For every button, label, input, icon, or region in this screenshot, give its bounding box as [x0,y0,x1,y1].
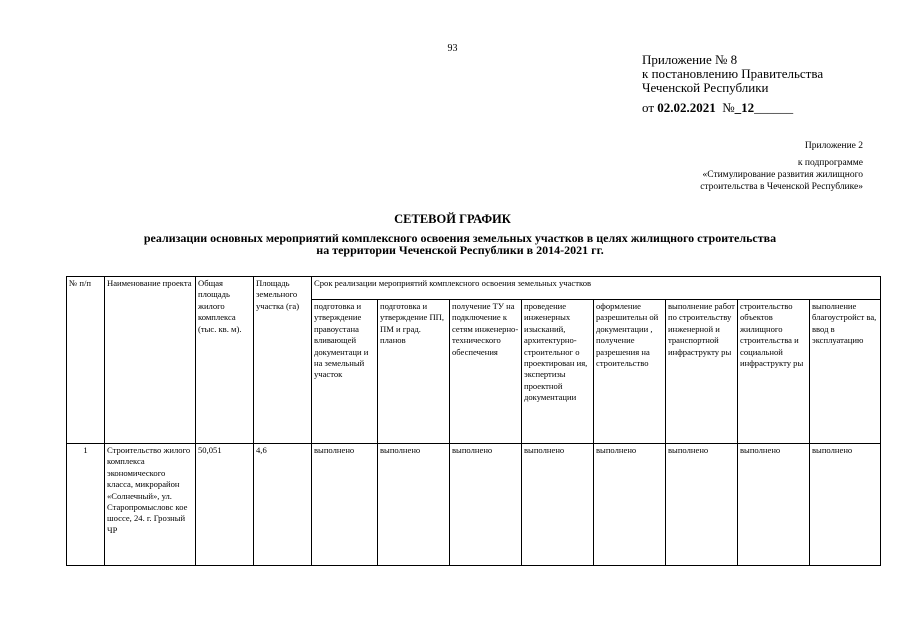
header-period: Срок реализации мероприятий комплексного освоения земельных участков [312,277,881,300]
row-status: выполнено [450,444,522,566]
appendix-2-line4: строительства в Чеченской Республике» [700,182,863,192]
appendix-8-block [642,53,823,115]
decree-date: 02.02.2021 [657,100,716,115]
row-num: 1 [67,444,105,566]
number-prefix: № [722,100,735,115]
subtitle-line-1: реализации основных мероприятий комплексного освоения земельных участков в целях жилищного строительства [143,231,777,245]
decree-number: 12 [741,100,755,115]
decree-number-underline: ______ [754,100,794,115]
row-status: выполнено [738,444,810,566]
appendix-8-line2: к постановлению Правительства [642,66,824,81]
document-subtitle [30,232,890,256]
row-status: выполнено [666,444,738,566]
header-num: № п/п [67,277,105,444]
subheader-cell: оформление разрешительн ой документации , получение разрешения на строительство [594,300,666,444]
subheader-cell: выполнение благоустройст ва, ввод в эксплуатацию [810,300,881,444]
header-area-land: Площадь земельного участка (га) [254,277,312,444]
appendix-2-line2: к подпрограмме [797,158,863,168]
date-prefix: от [642,100,655,115]
subheader-cell: проведение инженерных изысканий, архитектурно-строительног о проектирован ия, экспертизы проектной документации [522,300,594,444]
subtitle-line-2: на территории Чеченской Республики в 2014-2021 гг. [316,243,604,257]
subheader-cell: выполнение работ по строительству инженерной и транспортной инфраструкту ры [666,300,738,444]
appendix-2-block [700,140,863,193]
subheader-cell: подготовка и утверждение правоустана вливающей документаци и на земельный участок [312,300,378,444]
row-status: выполнено [522,444,594,566]
appendix-8-date-line [642,101,823,115]
row-project-name: Строительство жилого комплекса экономического класса, микрорайон «Солнечный», ул. Старопромысловс кое шоссе, 24. г. Грозный ЧР [105,444,196,566]
appendix-8-line3: Чеченской Республики [642,80,769,95]
header-area-housing: Общая площадь жилого комплекса (тыс. кв. м). [196,277,254,444]
row-status: выполнено [312,444,378,566]
row-status: выполнено [594,444,666,566]
table-header-row [67,277,881,300]
table-row [67,444,881,566]
row-status: выполнено [810,444,881,566]
appendix-8-title: Приложение № 8 [642,52,738,67]
row-status: выполнено [378,444,450,566]
row-area-land: 4,6 [254,444,312,566]
header-name: Наименование проекта [105,277,196,444]
subheader-cell: строительство объектов жилищного строительства и социальной инфраструкту ры [738,300,810,444]
subheader-cell: подготовка и утверждение ПП, ПМ и град. планов [378,300,450,444]
decree-number-underline-left: _ [734,100,742,115]
document-title: СЕТЕВОЙ ГРАФИК [394,212,511,226]
row-area-housing: 50,051 [196,444,254,566]
appendix-2-line3: «Стимулирование развития жилищного [702,170,863,180]
appendix-2-title: Приложение 2 [804,141,863,151]
subheader-cell: получение ТУ на подключение к сетям инженерно-технического обеспечения [450,300,522,444]
page-number: 93 [447,43,458,54]
network-schedule-table [66,276,881,566]
